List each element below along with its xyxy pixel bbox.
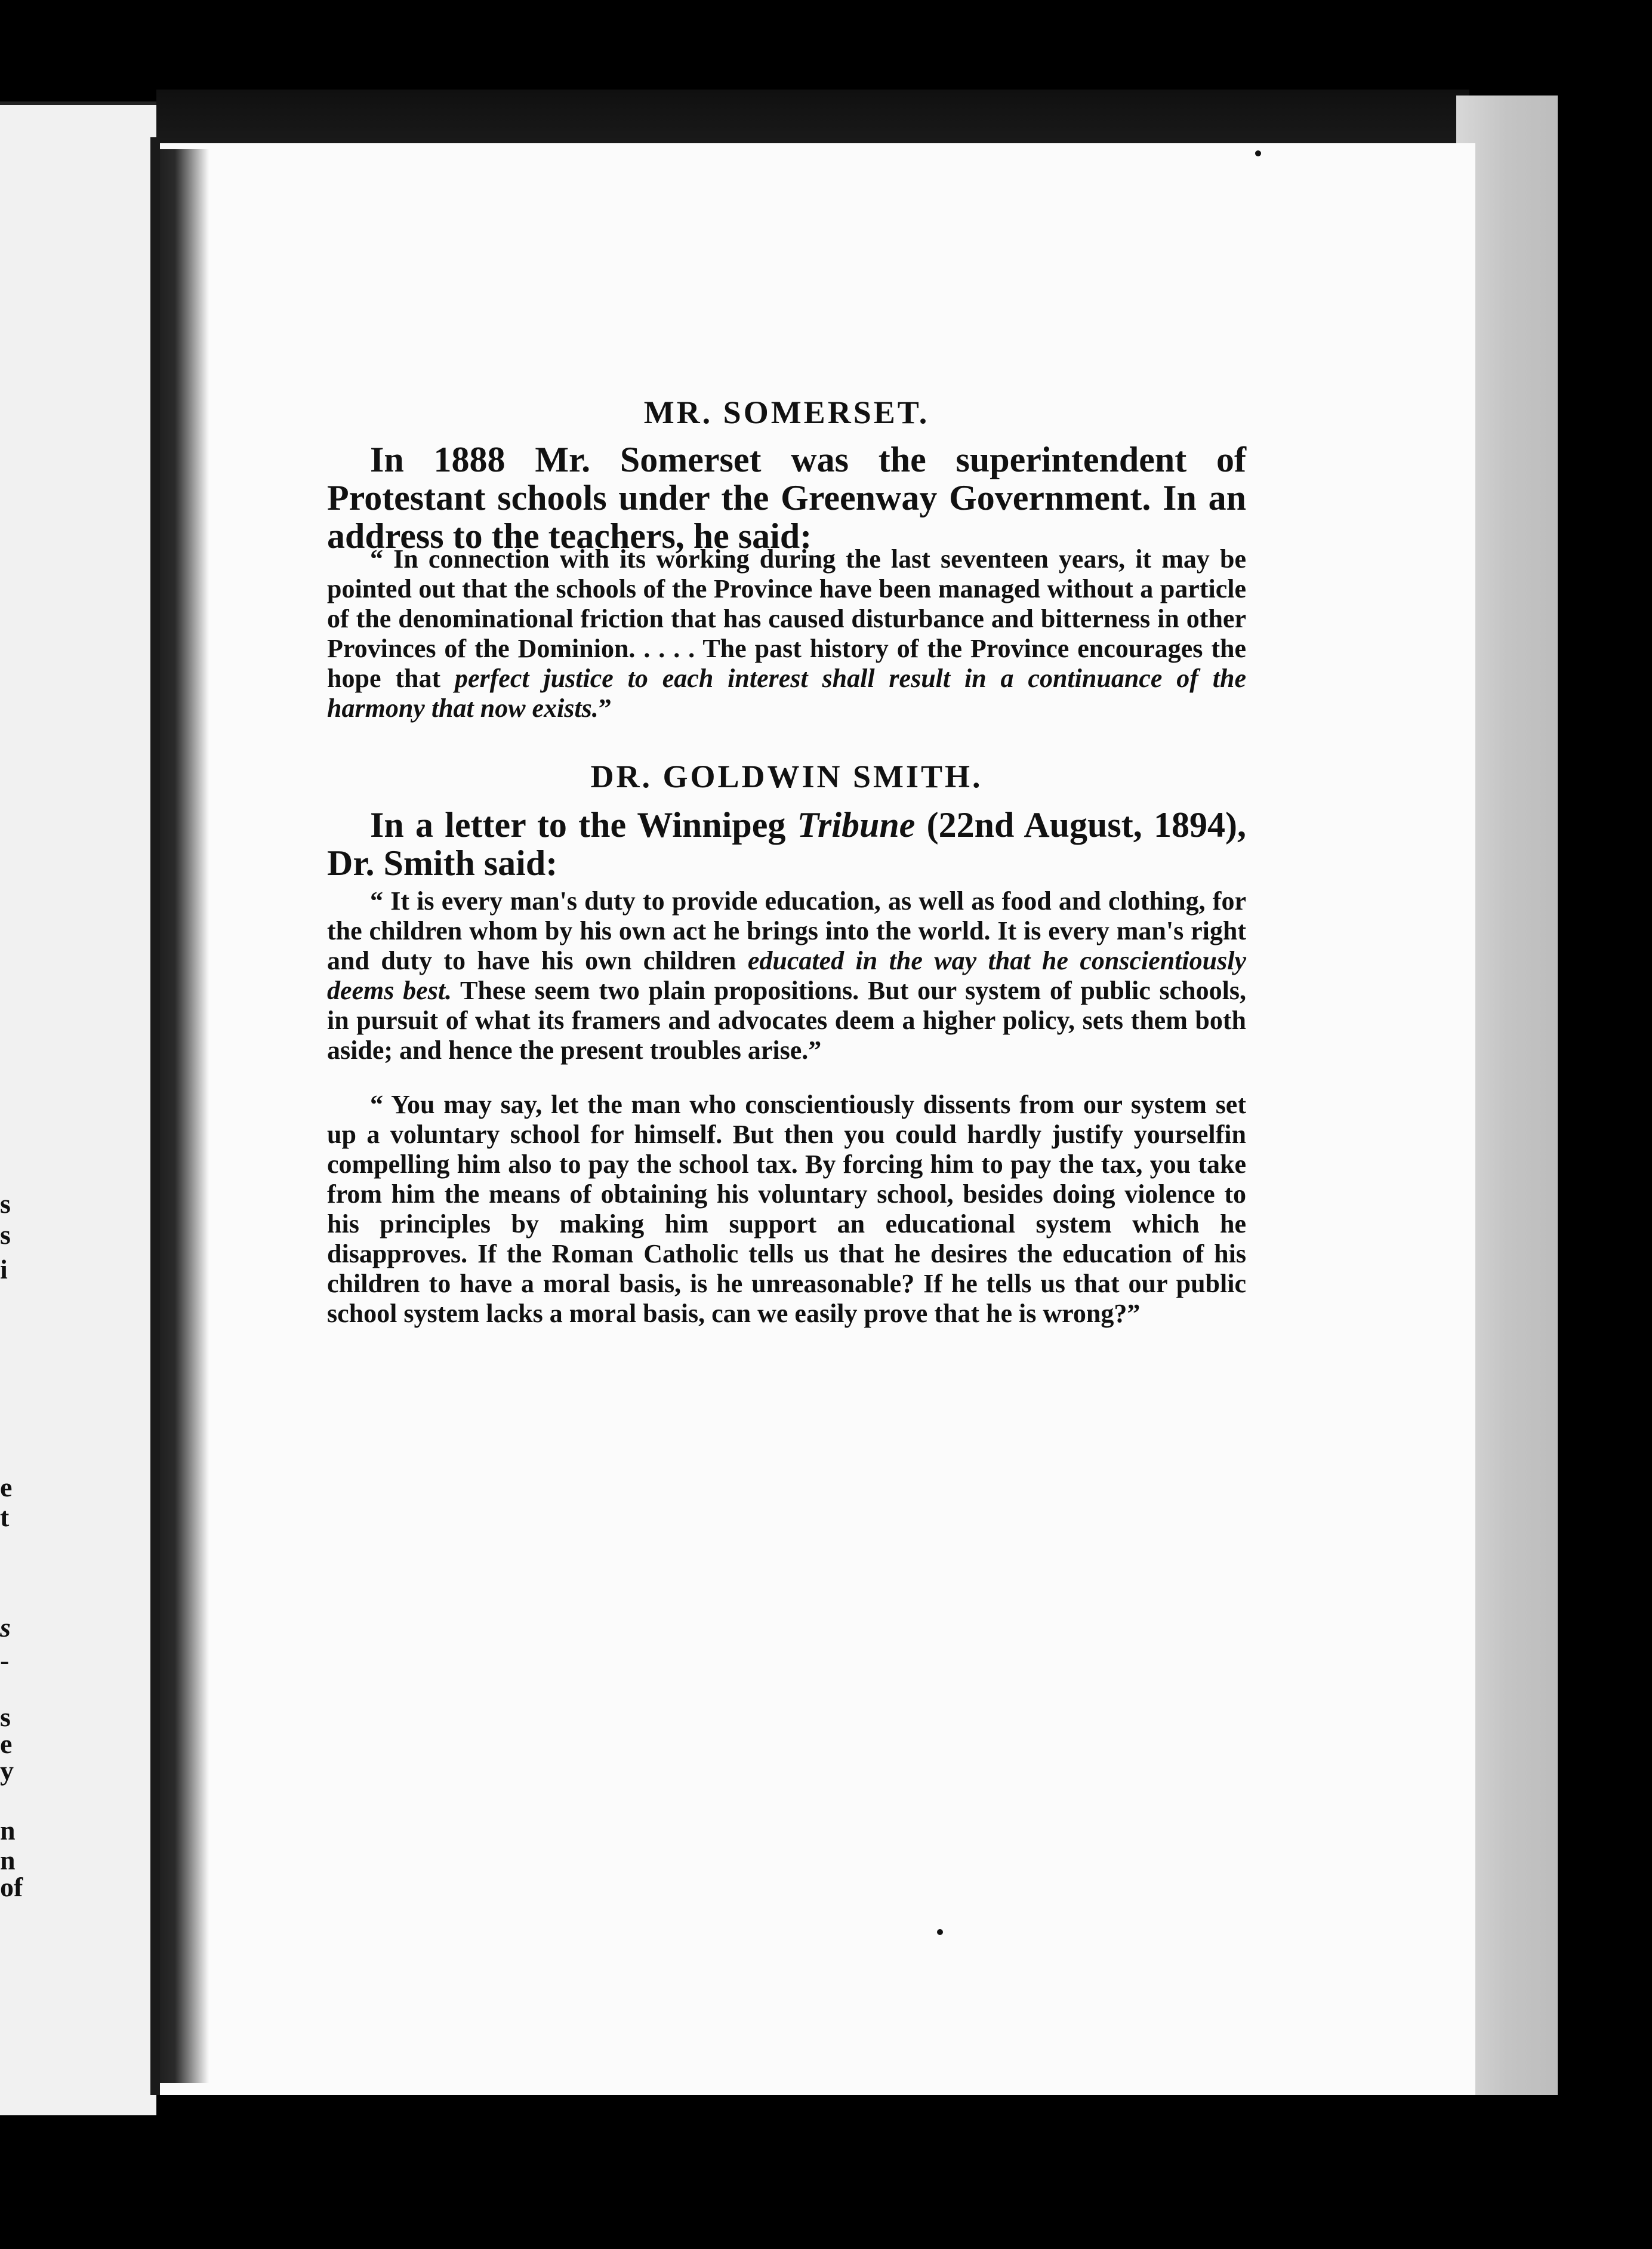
margin-fragment: e xyxy=(0,1472,13,1502)
section-heading-somerset: MR. SOMERSET. xyxy=(643,395,930,430)
margin-fragment: y xyxy=(0,1755,14,1786)
quote-italic: educated in the way that he conscientiously deems best. xyxy=(327,946,1246,1005)
speck xyxy=(937,1929,943,1935)
margin-fragment: of xyxy=(0,1872,23,1902)
margin-fragment: s xyxy=(0,1612,11,1643)
intro-text: In a letter to the Winnipeg xyxy=(370,805,797,845)
smith-quote-2: “ You may say, let the man who conscientiously dissents from our system set up a voluntary school for himself. But then you could hardly justify yourselfin compelling him also to pay the school tax. By forcing him to pay the tax, you take from him the means of obtaining his voluntary school, besides doing violence to his principles by making him support an educational system which he disapproves. If the Roman Catholic tells us that he desires the education of his children to have a moral basis, is he unreasonable? If he tells us that our public school system lacks a moral basis, can we easily prove that he is wrong?” xyxy=(327,1090,1246,1328)
quote-text: “ It is every man's duty to provide education, as well as food and clothing, for the children whom by his own act he brings into the world. It is every man's right and duty to have his own children xyxy=(327,886,1246,975)
margin-fragment: s xyxy=(0,1219,11,1250)
quote-text: “ In connection with its working during the last seventeen years, it may be pointed out that the schools of the Province have been managed without a particle of the denominational friction that has caused disturbance and bitterness in other Provinces of the Dominion. . . . . The past history of the Province encourages the hope that xyxy=(327,544,1246,693)
margin-fragment: e xyxy=(0,1729,13,1759)
left-page-border xyxy=(150,137,160,2095)
speck xyxy=(1255,150,1261,156)
somerset-intro: In 1888 Mr. Somerset was the superintendent of Protestant schools under the Greenway Government. In an address to the teachers, he said: xyxy=(327,440,1246,556)
smith-quote-1 xyxy=(327,886,1246,1065)
quote-italic: perfect justice to each interest shall result in a continuance of the harmony that now exists. xyxy=(327,664,1246,723)
margin-fragment: i xyxy=(0,1254,8,1284)
margin-fragment: s xyxy=(0,1702,11,1732)
top-shadow xyxy=(156,90,1469,148)
margin-fragment: n xyxy=(0,1845,16,1875)
intro-text: (22nd August, 1894), Dr. Smith said: xyxy=(327,805,1246,883)
section-heading-goldwin-smith: DR. GOLDWIN SMITH. xyxy=(590,759,983,794)
margin-fragment: s xyxy=(0,1188,11,1219)
left-page-edge xyxy=(0,101,156,2115)
somerset-quote xyxy=(327,544,1246,723)
margin-fragment: t xyxy=(0,1502,10,1532)
binding-gutter xyxy=(152,149,209,2083)
quote-text: These seem two plain propositions. But our system of public schools, in pursuit of what its framers and advocates deem a higher policy, sets them both aside; and hence the present troubles arise.” xyxy=(327,976,1246,1065)
newspaper-title: Tribune xyxy=(797,805,916,845)
smith-intro xyxy=(327,806,1246,882)
quote-close: ” xyxy=(598,694,612,723)
margin-fragment: - xyxy=(0,1645,10,1675)
margin-fragment: n xyxy=(0,1815,16,1846)
